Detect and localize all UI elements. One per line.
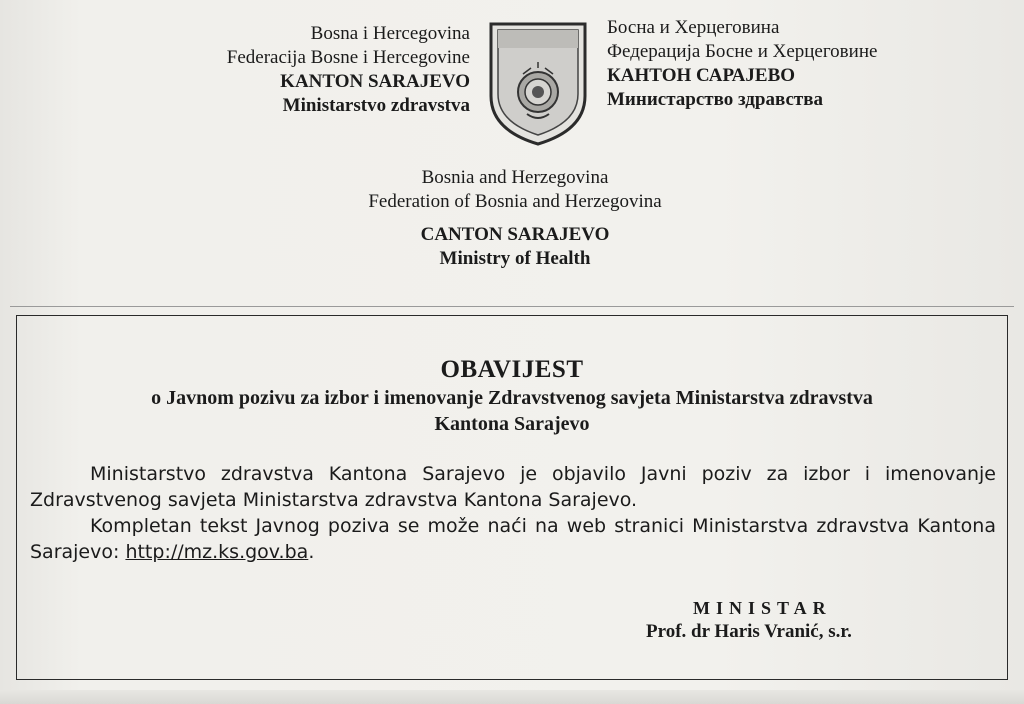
notice-paragraph-1: Ministarstvo zdravstva Kantona Sarajevo je objavilo Javni poziv za izbor i imenovanje Zdravstvenog savjeta Ministarstva zdravstva Kantona Sarajevo. <box>30 463 996 511</box>
notice-paragraph-2 <box>30 513 996 565</box>
ministry-website-link[interactable]: http://mz.ks.gov.ba <box>125 541 309 563</box>
notice-title: OBAVIJEST <box>440 356 584 383</box>
header-right-country: Босна и Херцеговина <box>607 17 780 38</box>
notice-body <box>30 461 996 565</box>
notice-subtitle <box>40 385 984 437</box>
header-english-ministry <box>300 223 730 271</box>
header-right-federation: Федерација Босне и Херцеговине <box>607 41 878 62</box>
english-country: Bosnia and Herzegovina <box>421 167 609 188</box>
english-canton: CANTON SARAJEVO <box>420 224 610 245</box>
header-english-country <box>300 166 730 214</box>
header-right-canton: КАНТОН САРАЈЕВО <box>607 65 796 86</box>
header-right-cyrillic <box>607 16 987 112</box>
notice-paragraph-2-end: . <box>308 541 315 563</box>
signature-name: Prof. dr Haris Vranić, s.r. <box>646 621 852 642</box>
header-left-federation: Federacija Bosne i Hercegovine <box>226 47 470 68</box>
page-edge <box>0 690 1024 704</box>
header-left-latin <box>120 22 470 118</box>
header-left-canton: KANTON SARAJEVO <box>280 71 470 92</box>
coat-of-arms-icon <box>483 18 593 148</box>
english-federation: Federation of Bosnia and Herzegovina <box>368 191 662 212</box>
english-ministry: Ministry of Health <box>439 248 591 269</box>
header-left-ministry: Ministarstvo zdravstva <box>282 95 470 116</box>
notice-paragraph-2-text: Kompletan tekst Javnog poziva se može naći na web stranici Ministarstva zdravstva Kantona Sarajevo: <box>30 515 996 563</box>
notice-subtitle-line2: Kantona Sarajevo <box>434 413 590 435</box>
header-left-country: Bosna i Hercegovina <box>310 23 470 44</box>
signature-title: MINISTAR <box>693 598 832 618</box>
notice-subtitle-line1: o Javnom pozivu za izbor i imenovanje Zdravstvenog savjeta Ministarstva zdravstva <box>151 387 873 409</box>
header-right-ministry: Министарство здравства <box>607 89 823 110</box>
divider <box>10 306 1014 307</box>
